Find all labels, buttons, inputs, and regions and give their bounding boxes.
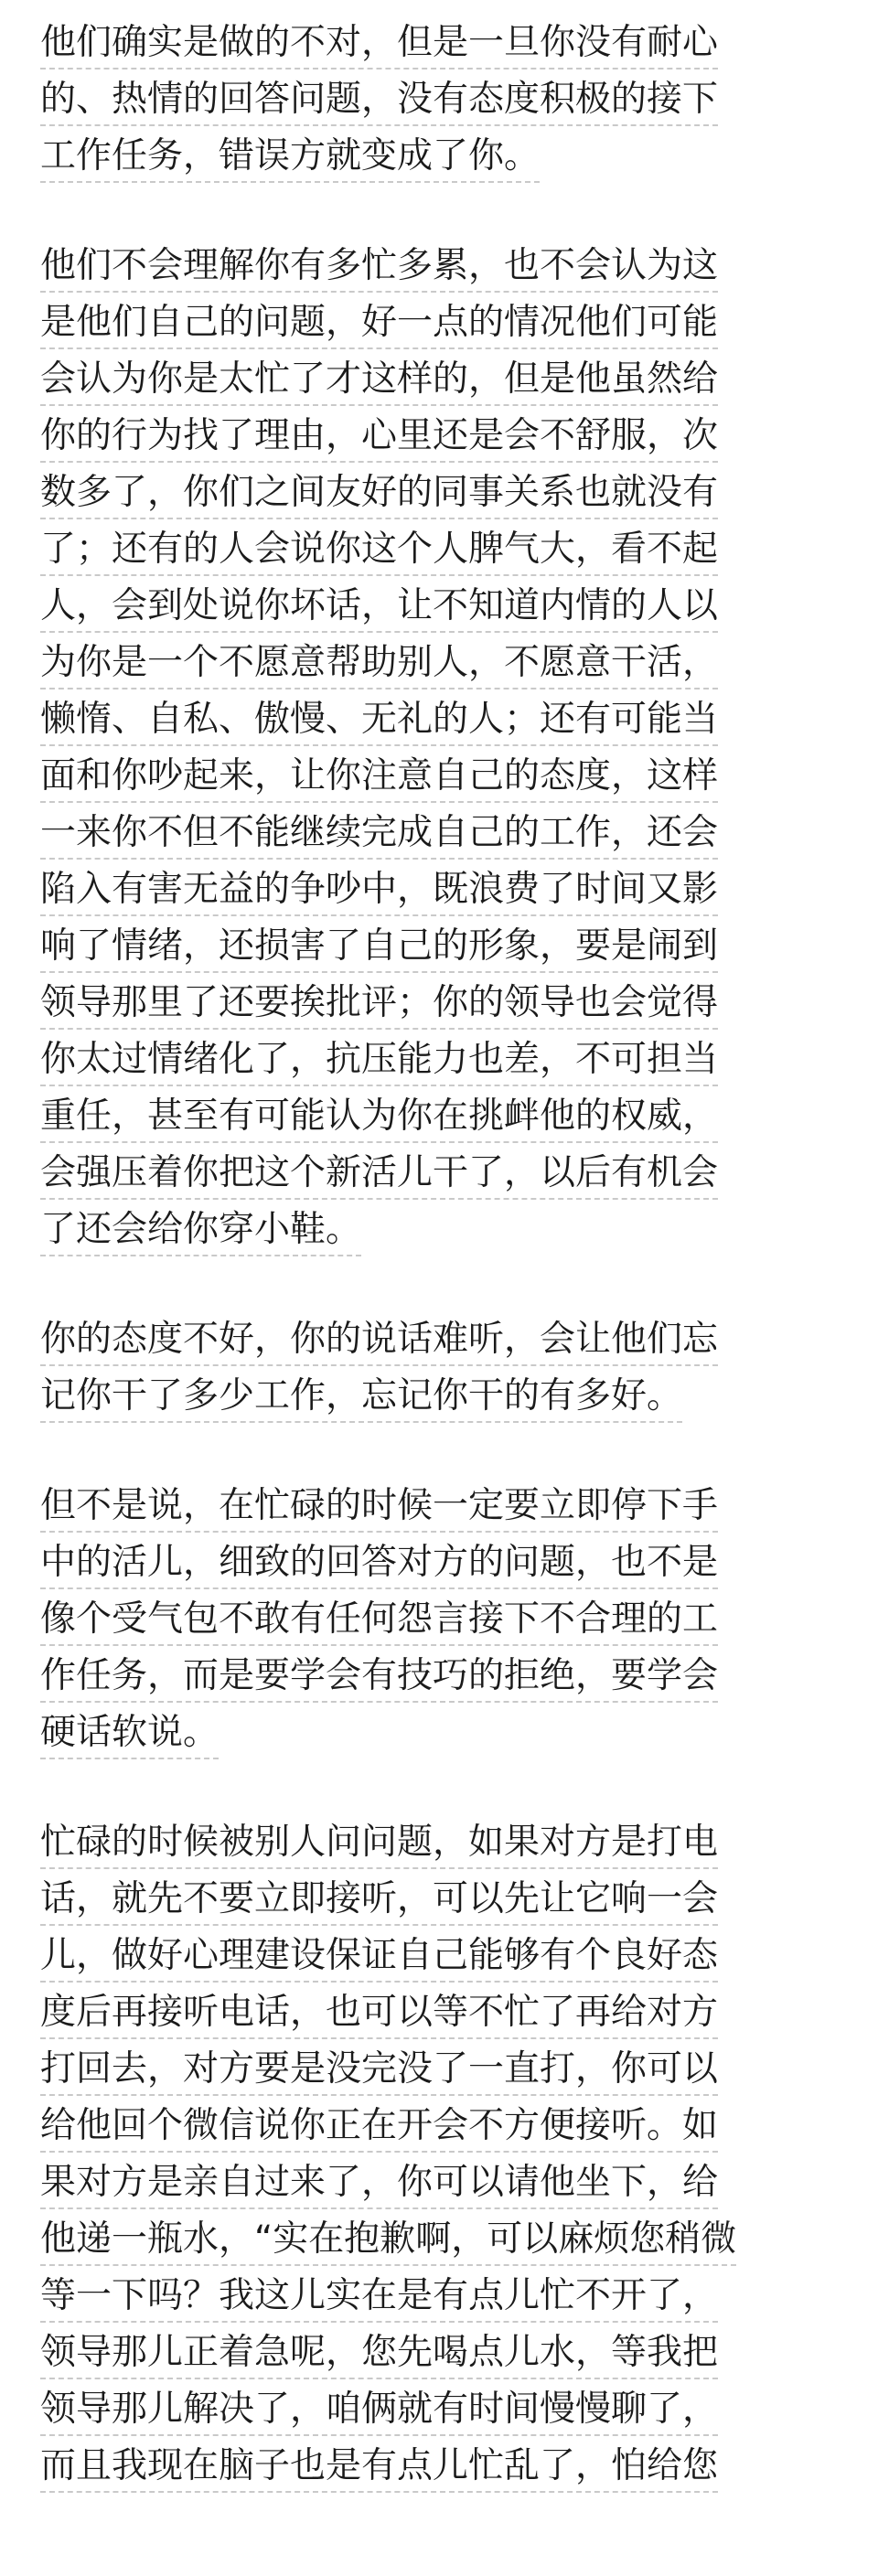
- paragraph-5: [40, 1818, 841, 2493]
- paragraph-2: [40, 241, 841, 1256]
- text-line: 会认为你是太忙了才这样的，但是他虽然给: [40, 355, 718, 406]
- text-line: 工作任务，错误方就变成了你。: [40, 132, 540, 183]
- text-line: 的、热情的回答问题，没有态度积极的接下: [40, 75, 718, 126]
- paragraph-1: [40, 18, 841, 183]
- text-line: 他递一瓶水，“实在抱歉啊，可以麻烦您稍微: [40, 2215, 736, 2266]
- text-line: 果对方是亲自过来了，你可以请他坐下，给: [40, 2158, 718, 2209]
- text-line: 给他回个微信说你正在开会不方便接听。如: [40, 2101, 718, 2153]
- text-line: 领导那儿正着急呢，您先喝点儿水，等我把: [40, 2328, 718, 2379]
- text-line: 话，就先不要立即接听，可以先让它响一会: [40, 1875, 718, 1926]
- text-line: 而且我现在脑子也是有点儿忙乱了，怕给您: [40, 2442, 718, 2493]
- text-line: 为你是一个不愿意帮助别人，不愿意干活，: [40, 638, 718, 689]
- text-line: 懒惰、自私、傲慢、无礼的人；还有可能当: [40, 695, 718, 746]
- paragraph-4: [40, 1481, 841, 1759]
- text-line: 他们不会理解你有多忙多累，也不会认为这: [40, 241, 718, 293]
- text-line: 领导那儿解决了，咱俩就有时间慢慢聊了，: [40, 2385, 718, 2436]
- text-line: 度后再接听电话，也可以等不忙了再给对方: [40, 1988, 718, 2039]
- text-line: 人，会到处说你坏话，让不知道内情的人以: [40, 582, 718, 633]
- text-line: 儿，做好心理建设保证自己能够有个良好态: [40, 1931, 718, 1983]
- text-line: 他们确实是做的不对，但是一旦你没有耐心: [40, 18, 718, 69]
- text-line: 陷入有害无益的争吵中，既浪费了时间又影: [40, 865, 718, 916]
- text-line: 硬话软说。: [40, 1708, 219, 1759]
- text-line: 打回去，对方要是没完没了一直打，你可以: [40, 2045, 718, 2096]
- text-line: 面和你吵起来，让你注意自己的态度，这样: [40, 752, 718, 803]
- text-line: 你的态度不好，你的说话难听，会让他们忘: [40, 1315, 718, 1366]
- text-line: 等一下吗？我这儿实在是有点儿忙不开了，: [40, 2271, 718, 2323]
- text-line: 你的行为找了理由，心里还是会不舒服，次: [40, 412, 718, 463]
- text-line: 一来你不但不能继续完成自己的工作，还会: [40, 808, 718, 860]
- text-line: 但不是说，在忙碌的时候一定要立即停下手: [40, 1481, 718, 1533]
- text-line: 忙碌的时候被别人问问题，如果对方是打电: [40, 1818, 718, 1869]
- text-line: 作任务，而是要学会有技巧的拒绝，要学会: [40, 1651, 718, 1703]
- text-line: 会强压着你把这个新活儿干了，以后有机会: [40, 1149, 718, 1200]
- text-line: 你太过情绪化了，抗压能力也差，不可担当: [40, 1035, 718, 1086]
- paragraph-3: [40, 1315, 841, 1423]
- text-line: 像个受气包不敢有任何怨言接下不合理的工: [40, 1595, 718, 1646]
- text-line: 是他们自己的问题，好一点的情况他们可能: [40, 298, 718, 349]
- text-line: 了还会给你穿小鞋。: [40, 1205, 361, 1256]
- text-line: 了；还有的人会说你这个人脾气大，看不起: [40, 525, 718, 576]
- text-line: 响了情绪，还损害了自己的形象，要是闹到: [40, 922, 718, 973]
- text-line: 记你干了多少工作，忘记你干的有多好。: [40, 1372, 682, 1423]
- text-line: 重任，甚至有可能认为你在挑衅他的权威，: [40, 1092, 718, 1143]
- text-line: 领导那里了还要挨批评；你的领导也会觉得: [40, 978, 718, 1030]
- text-line: 数多了，你们之间友好的同事关系也就没有: [40, 468, 718, 519]
- text-line: 中的活儿，细致的回答对方的问题，也不是: [40, 1538, 718, 1589]
